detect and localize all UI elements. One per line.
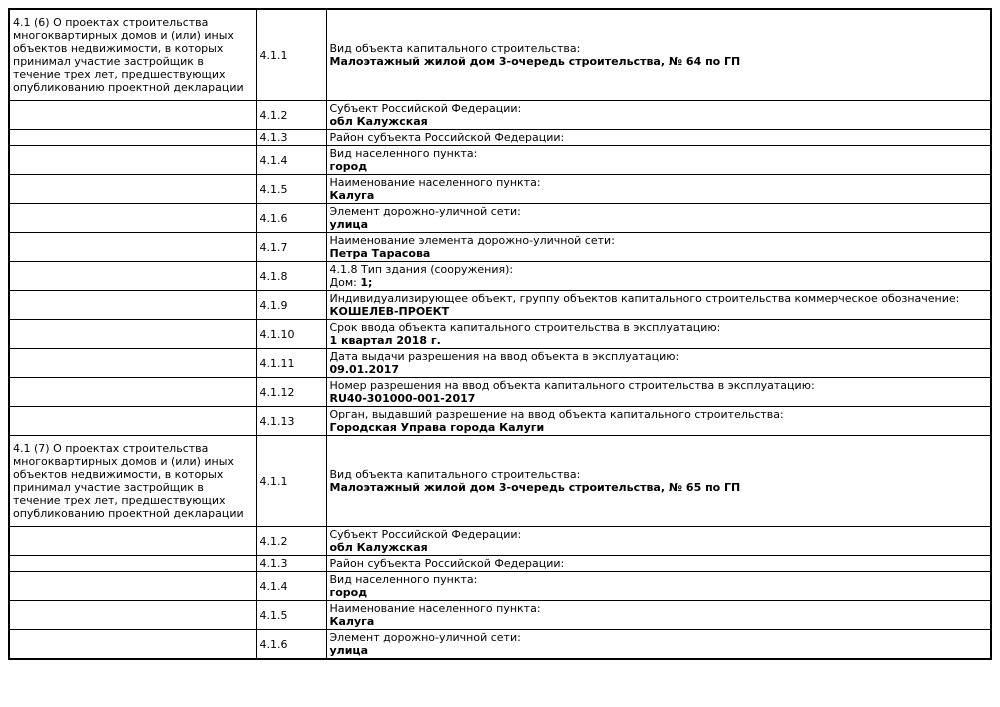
- row-content-cell: [326, 204, 991, 233]
- table-row: [9, 9, 991, 101]
- row-content-cell: [326, 572, 991, 601]
- field-value: Калуга: [329, 615, 375, 628]
- field-label: Индивидуализирующее объект, группу объектов капитального строительства коммерческое обозначение:: [329, 292, 960, 305]
- field-label: Субъект Российской Федерации:: [329, 528, 522, 541]
- field-value: обл Калужская: [329, 115, 428, 128]
- row-code: 4.1.7: [256, 233, 326, 262]
- field-value: 1;: [360, 276, 373, 289]
- table-row: [9, 556, 991, 572]
- row-content-cell: [326, 349, 991, 378]
- field-label: Дата выдачи разрешения на ввод объекта в эксплуатацию:: [329, 350, 680, 363]
- table-row: [9, 204, 991, 233]
- field-value: город: [329, 586, 368, 599]
- field-value: RU40-301000-001-2017: [329, 392, 476, 405]
- table-row: [9, 320, 991, 349]
- section-description-empty-cell: [9, 378, 256, 407]
- field-value-line: [330, 615, 988, 628]
- row-content-cell: [326, 436, 991, 527]
- field-label: Вид населенного пункта:: [329, 573, 478, 586]
- project-declaration-table: [8, 8, 992, 660]
- field-label: Субъект Российской Федерации:: [329, 102, 522, 115]
- row-content-cell: [326, 233, 991, 262]
- row-code: 4.1.3: [256, 556, 326, 572]
- row-content-cell: [326, 146, 991, 175]
- row-code: 4.1.4: [256, 572, 326, 601]
- row-content-cell: [326, 378, 991, 407]
- table-row: [9, 572, 991, 601]
- field-label: Вид объекта капитального строительства:: [329, 42, 581, 55]
- section-description-empty-cell: [9, 262, 256, 291]
- field-value: обл Калужская: [329, 541, 428, 554]
- row-content-cell: [326, 527, 991, 556]
- field-value-line: [330, 305, 988, 318]
- field-label: Наименование населенного пункта:: [329, 176, 541, 189]
- field-label: Вид населенного пункта:: [329, 147, 478, 160]
- table-row: [9, 630, 991, 660]
- row-code: 4.1.11: [256, 349, 326, 378]
- section-description-empty-cell: [9, 556, 256, 572]
- field-value: Петра Тарасова: [329, 247, 431, 260]
- field-label: Элемент дорожно-уличной сети:: [329, 205, 521, 218]
- row-content-cell: [326, 407, 991, 436]
- section-description-empty-cell: [9, 349, 256, 378]
- row-code: 4.1.1: [256, 436, 326, 527]
- section-description-empty-cell: [9, 204, 256, 233]
- table-row: [9, 601, 991, 630]
- declaration-table-body: [9, 9, 991, 659]
- row-code: 4.1.5: [256, 175, 326, 204]
- field-value-line: [330, 481, 988, 494]
- field-value-line: [330, 276, 988, 289]
- row-code: 4.1.12: [256, 378, 326, 407]
- table-row: [9, 146, 991, 175]
- section-description-empty-cell: [9, 130, 256, 146]
- field-value: 09.01.2017: [329, 363, 400, 376]
- row-code: 4.1.13: [256, 407, 326, 436]
- section-description-empty-cell: [9, 291, 256, 320]
- section-description-empty-cell: [9, 175, 256, 204]
- section-description: 4.1 (6) О проектах строительства многоквартирных домов и (или) иных объектов недвижимости, в которых принимал участие застройщик в течение трех лет, предшествующих опубликованию проектной декларации: [9, 9, 256, 101]
- row-code: 4.1.1: [256, 9, 326, 101]
- section-description-empty-cell: [9, 527, 256, 556]
- field-label: Срок ввода объекта капитального строительства в эксплуатацию:: [329, 321, 721, 334]
- field-value-line: [330, 586, 988, 599]
- field-label: Элемент дорожно-уличной сети:: [329, 631, 521, 644]
- field-label: 4.1.8 Тип здания (сооружения):: [329, 263, 514, 276]
- row-code: 4.1.3: [256, 130, 326, 146]
- table-row: [9, 262, 991, 291]
- row-content-cell: [326, 601, 991, 630]
- row-code: 4.1.5: [256, 601, 326, 630]
- table-row: [9, 527, 991, 556]
- row-code: 4.1.4: [256, 146, 326, 175]
- field-value-line: [330, 334, 988, 347]
- row-code: 4.1.2: [256, 101, 326, 130]
- row-code: 4.1.10: [256, 320, 326, 349]
- field-value-line: [330, 115, 988, 128]
- section-description-empty-cell: [9, 407, 256, 436]
- section-description-empty-cell: [9, 233, 256, 262]
- field-value: город: [329, 160, 368, 173]
- row-code: 4.1.8: [256, 262, 326, 291]
- table-row: [9, 378, 991, 407]
- row-content-cell: [326, 130, 991, 146]
- section-description: 4.1 (7) О проектах строительства многоквартирных домов и (или) иных объектов недвижимости, в которых принимал участие застройщик в течение трех лет, предшествующих опубликованию проектной декларации: [9, 436, 256, 527]
- table-row: [9, 349, 991, 378]
- field-value-line: [330, 55, 988, 68]
- row-content-cell: [326, 9, 991, 101]
- field-value: Городская Управа города Калуги: [329, 421, 545, 434]
- row-code: 4.1.2: [256, 527, 326, 556]
- field-value-line: [330, 392, 988, 405]
- row-content-cell: [326, 291, 991, 320]
- field-value-line: [330, 541, 988, 554]
- table-row: [9, 407, 991, 436]
- row-code: 4.1.9: [256, 291, 326, 320]
- field-value-line: [330, 160, 988, 173]
- field-label: Район субъекта Российской Федерации:: [329, 131, 565, 144]
- table-row: [9, 101, 991, 130]
- section-description-empty-cell: [9, 630, 256, 660]
- field-label: Номер разрешения на ввод объекта капитального строительства в эксплуатацию:: [329, 379, 815, 392]
- field-value-line: [330, 421, 988, 434]
- section-description-empty-cell: [9, 572, 256, 601]
- field-value-line: [330, 189, 988, 202]
- field-value: улица: [329, 218, 369, 231]
- field-label: Наименование населенного пункта:: [329, 602, 541, 615]
- row-content-cell: [326, 320, 991, 349]
- field-value: улица: [329, 644, 369, 657]
- row-content-cell: [326, 101, 991, 130]
- field-value: Малоэтажный жилой дом 3-очередь строительства, № 65 по ГП: [329, 481, 741, 494]
- row-content-cell: [326, 262, 991, 291]
- section-description-empty-cell: [9, 601, 256, 630]
- table-row: [9, 130, 991, 146]
- field-value-line: [330, 247, 988, 260]
- field-value-line: [330, 644, 988, 657]
- row-code: 4.1.6: [256, 630, 326, 660]
- row-content-cell: [326, 175, 991, 204]
- field-label: Орган, выдавший разрешение на ввод объекта капитального строительства:: [329, 408, 784, 421]
- field-value: КОШЕЛЕВ-ПРОЕКТ: [329, 305, 450, 318]
- section-description-empty-cell: [9, 101, 256, 130]
- section-description-empty-cell: [9, 320, 256, 349]
- field-label: Район субъекта Российской Федерации:: [329, 557, 565, 570]
- table-row: [9, 175, 991, 204]
- field-value: Калуга: [329, 189, 375, 202]
- row-content-cell: [326, 630, 991, 660]
- field-value-line: [330, 363, 988, 376]
- field-value-prefix: Дом:: [329, 276, 361, 289]
- field-label: Наименование элемента дорожно-уличной сети:: [329, 234, 615, 247]
- table-row: [9, 436, 991, 527]
- field-value: 1 квартал 2018 г.: [329, 334, 441, 347]
- row-content-cell: [326, 556, 991, 572]
- row-code: 4.1.6: [256, 204, 326, 233]
- field-label: Вид объекта капитального строительства:: [329, 468, 581, 481]
- section-description-empty-cell: [9, 146, 256, 175]
- table-row: [9, 233, 991, 262]
- table-row: [9, 291, 991, 320]
- field-value: Малоэтажный жилой дом 3-очередь строительства, № 64 по ГП: [329, 55, 741, 68]
- field-value-line: [330, 218, 988, 231]
